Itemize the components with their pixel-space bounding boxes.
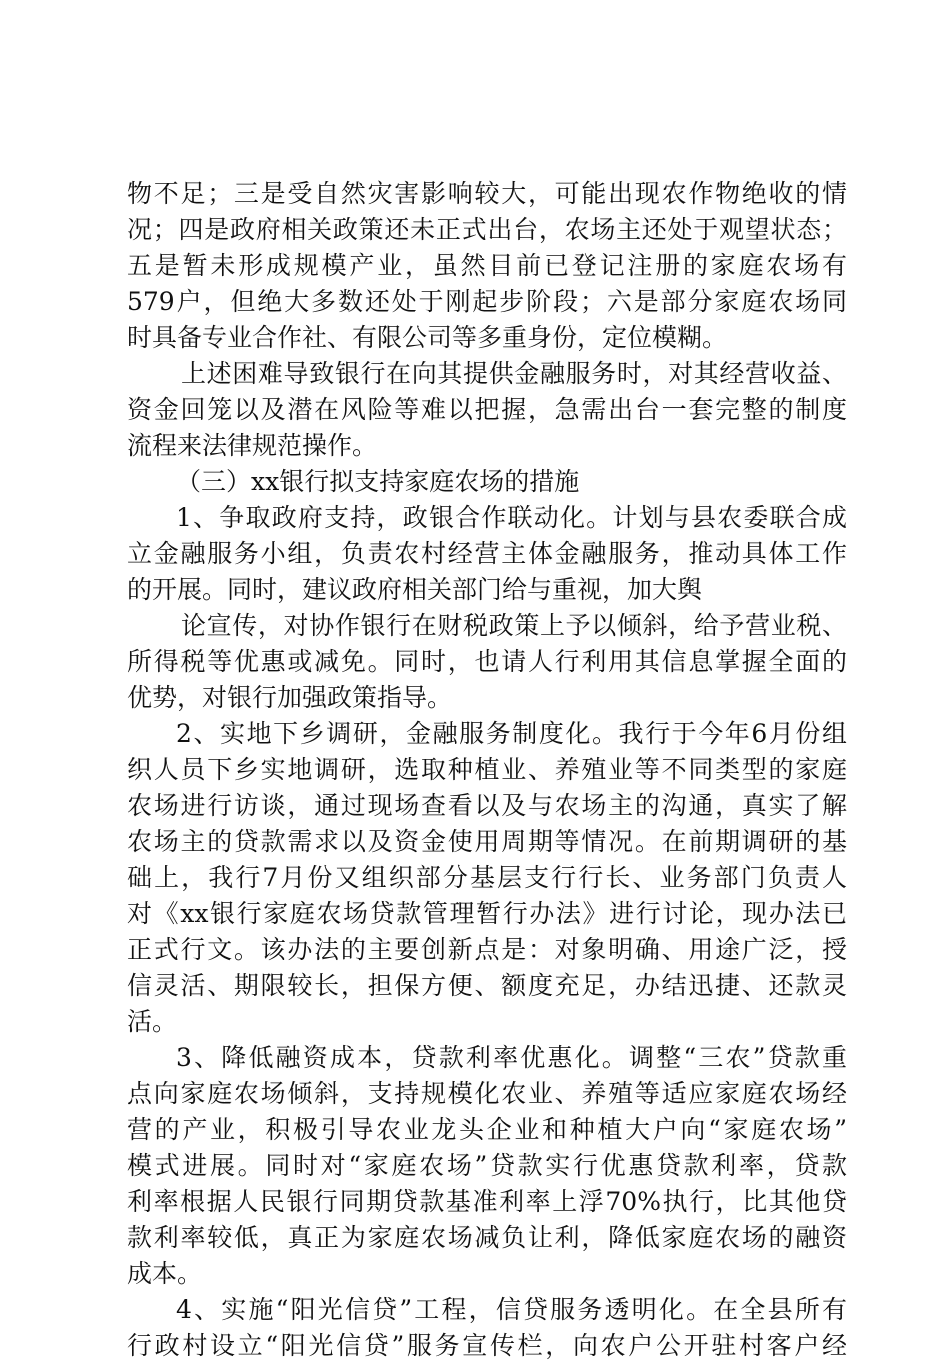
- text-line: 农场主的贷款需求以及资金使用周期等情况。在前期调研的基: [127, 827, 847, 856]
- text-line: 立金融服务小组，负责农村经营主体金融服务，推动具体工作: [127, 539, 847, 568]
- text-line: 正式行文。该办法的主要创新点是：对象明确、用途广泛，授: [127, 935, 847, 964]
- section-heading: （三）xx银行拟支持家庭农场的措施: [176, 467, 580, 496]
- text-line: 利率根据人民银行同期贷款基准利率上浮70%执行，比其他贷: [127, 1187, 847, 1216]
- text-line: 活。: [127, 1007, 178, 1036]
- text-line: 2、实地下乡调研，金融服务制度化。我行于今年6月份组: [176, 719, 847, 748]
- text-line: 成本。: [127, 1259, 203, 1288]
- text-line: 础上，我行7月份又组织部分基层支行行长、业务部门负责人: [127, 863, 847, 892]
- text-line: 织人员下乡实地调研，选取种植业、养殖业等不同类型的家庭: [127, 755, 847, 784]
- text-line: 3、降低融资成本，贷款利率优惠化。调整“三农”贷款重: [176, 1043, 847, 1072]
- text-line: 论宣传，对协作银行在财税政策上予以倾斜，给予营业税、: [181, 611, 847, 640]
- text-line: 579户，但绝大多数还处于刚起步阶段；六是部分家庭农场同: [127, 287, 847, 316]
- text-line: 物不足；三是受自然灾害影响较大，可能出现农作物绝收的情: [127, 179, 847, 208]
- text-line: 资金回笼以及潜在风险等难以把握，急需出台一套完整的制度: [127, 395, 847, 424]
- text-line: 上述困难导致银行在向其提供金融服务时，对其经营收益、: [181, 359, 847, 388]
- text-line: 款利率较低，真正为家庭农场减负让利，降低家庭农场的融资: [127, 1223, 847, 1252]
- text-line: 农场进行访谈，通过现场查看以及与农场主的沟通，真实了解: [127, 791, 847, 820]
- text-line: 五是暂未形成规模产业，虽然目前已登记注册的家庭农场有: [127, 251, 847, 280]
- text-line: 对《xx银行家庭农场贷款管理暂行办法》进行讨论，现办法已: [127, 899, 847, 928]
- text-line: 况；四是政府相关政策还未正式出台，农场主还处于观望状态；: [127, 215, 847, 244]
- text-line: 流程来法律规范操作。: [127, 431, 378, 460]
- text-line: 时具备专业合作社、有限公司等多重身份，定位模糊。: [127, 323, 728, 352]
- text-line: 模式进展。同时对“家庭农场”贷款实行优惠贷款利率，贷款: [127, 1151, 847, 1180]
- text-line: 4、实施“阳光信贷”工程，信贷服务透明化。在全县所有: [176, 1295, 847, 1324]
- text-line: 营的产业，积极引导农业龙头企业和种植大户向“家庭农场”: [127, 1115, 847, 1144]
- text-line: 优势，对银行加强政策指导。: [127, 683, 453, 712]
- text-line: 信灵活、期限较长，担保方便、额度充足，办结迅捷、还款灵: [127, 971, 847, 1000]
- text-line: 的开展。同时，建议政府相关部门给与重视，加大舆: [127, 575, 703, 604]
- text-line: 点向家庭农场倾斜，支持规模化农业、养殖等适应家庭农场经: [127, 1079, 847, 1108]
- text-line: 行政村设立“阳光信贷”服务宣传栏，向农户公开驻村客户经: [127, 1331, 847, 1360]
- text-line: 所得税等优惠或减免。同时，也请人行利用其信息掌握全面的: [127, 647, 847, 676]
- text-line: 1、争取政府支持，政银合作联动化。计划与县农委联合成: [176, 503, 847, 532]
